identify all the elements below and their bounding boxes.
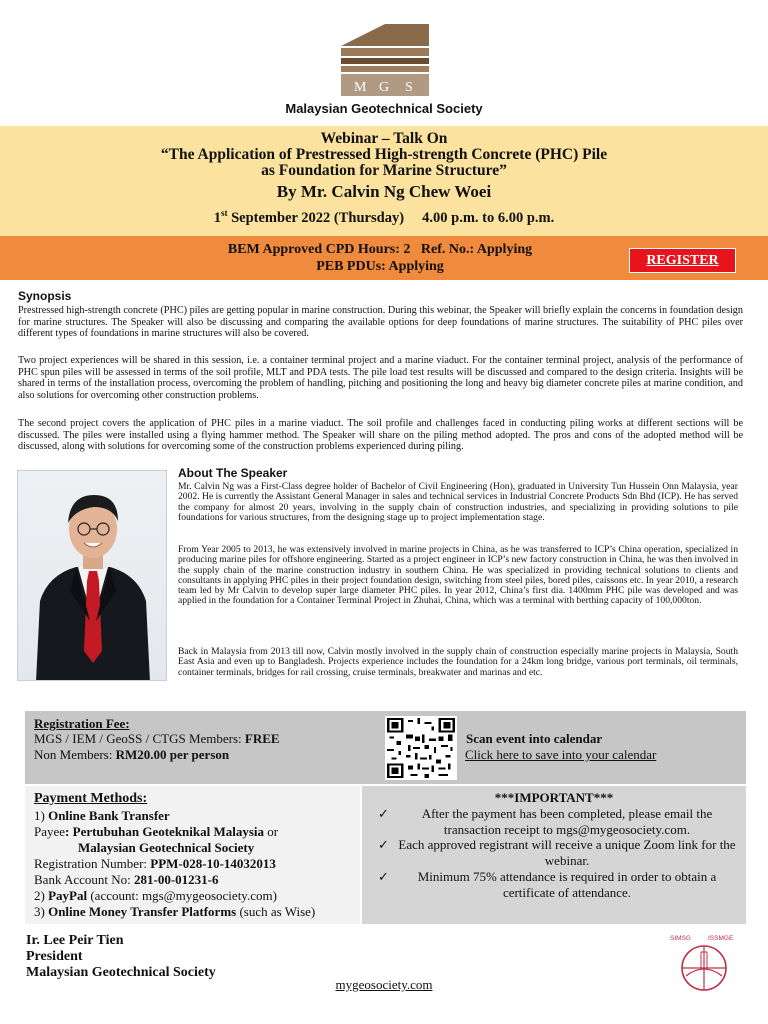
important-item: ✓ Minimum 75% attendance is required in order to obtain a certificate of attendance.: [378, 869, 717, 900]
non-member-fee: Non Members: RM20.00 per person: [34, 747, 230, 762]
about-speaker-heading: About The Speaker: [178, 466, 288, 480]
synopsis-paragraph-2: Two project experiences will be shared in this session, i.e. a container terminal project and a marine viaduct. For the container terminal project, analysis of the performance of PHC spun piles will be assessed in terms of the soil profile, MLT and PDA tests. The pile load test results will be discussed and compared to the design criteria. Insights will be shared in terms of the installation process, overcoming the problem of handling, pitching and positioning the long and heavy big diameter concrete piles at marine condition, and also solutions for overcoming other construction problems.: [18, 355, 743, 401]
title-band: [0, 126, 768, 236]
speaker-bio-2: From Year 2005 to 2013, he was extensively involved in marine projects in China, as he was transferred to ICP’s China operation, specialized in producing marine piles for offshore engineering. Started as a project engineer in ICP’s new factory construction in China, he was then involved in the supply chain of the marine construction industry in southern China. He was specialized in providing technical solutions to clients and consultants in applying PHC piles in their project foundation design, switching from steel piles, bored piles, caissons etc. In year 2010, a research team led by Mr Calvin to develop super large diameter PHC piles. In year 2012, China’s first dia. 1400mm PHC pile was developed and was applied in the foundation for a Container Terminal Project in Zhuhai, China, which was a terminal with berthing capacity of 100,000ton.: [178, 544, 738, 607]
speaker-bio-3: Back in Malaysia from 2013 till now, Calvin mostly involved in the supply chain of construction especially marine projects in Malaysia, South East Asia and even up to Bangladesh. Projects experience includes the foundation for a 24km long bridge, various port terminals, oil terminals, container terminals, bridges for rail crossing, cruise terminals, breakwater and marinas and etc.: [178, 646, 738, 678]
synopsis-paragraph-1: Prestressed high-strength concrete (PHC) piles are getting popular in marine construction. During this webinar, the Speaker will briefly explain the concerns in foundation design for marine structures. The Speaker will also be discussing and comparing the available options for deep foundations of marine structures. The suitability of PHC piles over different types of foundations in marine structures will also be covered.: [18, 305, 743, 340]
payment-registration-number: Registration Number: PPM-028-10-14032013: [34, 856, 276, 871]
president-title: President: [26, 949, 83, 964]
svg-text:ISSMGE: ISSMGE: [708, 935, 734, 942]
payment-bank-account: Bank Account No: 281-00-01231-6: [34, 872, 219, 887]
svg-text:SIMSG: SIMSG: [670, 935, 691, 942]
speaker-byline: By Mr. Calvin Ng Chew Woei: [276, 182, 492, 201]
check-icon: ✓: [378, 806, 389, 821]
event-datetime: 1st September 2022 (Thursday) 4.00 p.m. to 6.00 p.m.: [213, 208, 555, 226]
talk-title-line-1: “The Application of Prestressed High-strength Concrete (PHC) Pile: [160, 146, 608, 163]
calendar-qr-code[interactable]: [385, 716, 457, 780]
register-button[interactable]: REGISTER: [629, 248, 736, 273]
payment-online-platforms: 3) Online Money Transfer Platforms (such as Wise): [34, 904, 316, 919]
speaker-bio-1: Mr. Calvin Ng was a First-Class degree holder of Bachelor of Civil Engineering (Hon), graduated in University Tun Hussein Onn Malaysia, year 2002. He is currently the Assistant General Manager in sales and technical services in Industrial Concrete Products Sdn Bhd (ICP). He has served the company for almost 20 years, involving in the supply chain of construction industries, and specializing in providing solutions to pile foundations for various structures, from the designing stage up to project implementation stage.: [178, 481, 738, 523]
check-icon: ✓: [378, 869, 389, 884]
cpd-hours: BEM Approved CPD Hours: 2 Ref. No.: Applying: [227, 242, 533, 257]
payment-payee-english: Malaysian Geotechnical Society: [78, 840, 255, 855]
organization-name: Malaysian Geotechnical Society: [285, 101, 483, 116]
peb-pdus: PEB PDUs: Applying: [316, 259, 444, 274]
speaker-photo: [17, 470, 167, 681]
important-heading: ***IMPORTANT***: [494, 790, 614, 805]
registration-fee-heading: Registration Fee:: [34, 716, 130, 731]
payment-payee: Payee: Pertubuhan Geoteknikal Malaysia or: [34, 824, 279, 839]
synopsis-paragraph-3: The second project covers the application of PHC piles in a marine viaduct. The soil profile and challenges faced in conducting piling works at different sections will be discussed. The piles were installed using a flying hammer method. The Speaker will share on the piling method adopted. The pros and cons of the adopted method will be discussed, along with solutions for overcoming some of the construction problems experienced during piling.: [18, 418, 743, 453]
simsg-issmge-logo: [668, 932, 740, 994]
talk-title-line-2: as Foundation for Marine Structure”: [261, 162, 507, 179]
payment-online-transfer: 1) Online Bank Transfer: [34, 808, 170, 823]
payment-methods-heading: Payment Methods:: [34, 791, 148, 806]
svg-text:M: M: [354, 80, 367, 95]
webinar-label: Webinar – Talk On: [320, 130, 448, 147]
member-fee: MGS / IEM / GeoSS / CTGS Members: FREE: [34, 731, 280, 746]
important-item: ✓ After the payment has been completed, please email the transaction receipt to mgs@mygeosociety.com.: [378, 806, 713, 837]
important-item: ✓ Each approved registrant will receive a unique Zoom link for the webinar.: [378, 837, 736, 868]
payment-paypal: 2) PayPal (account: mgs@mygeosociety.com): [34, 888, 277, 903]
synopsis-heading: Synopsis: [18, 289, 72, 303]
save-calendar-link[interactable]: Click here to save into your calendar: [465, 747, 657, 762]
president-name: Ir. Lee Peir Tien: [26, 933, 124, 948]
svg-text:S: S: [405, 80, 413, 95]
svg-text:G: G: [379, 80, 390, 95]
mgs-logo: [339, 22, 431, 98]
president-organization: Malaysian Geotechnical Society: [26, 965, 216, 980]
check-icon: ✓: [378, 837, 389, 852]
scan-calendar-heading: Scan event into calendar: [466, 731, 603, 746]
website-link[interactable]: mygeosociety.com: [335, 977, 433, 992]
